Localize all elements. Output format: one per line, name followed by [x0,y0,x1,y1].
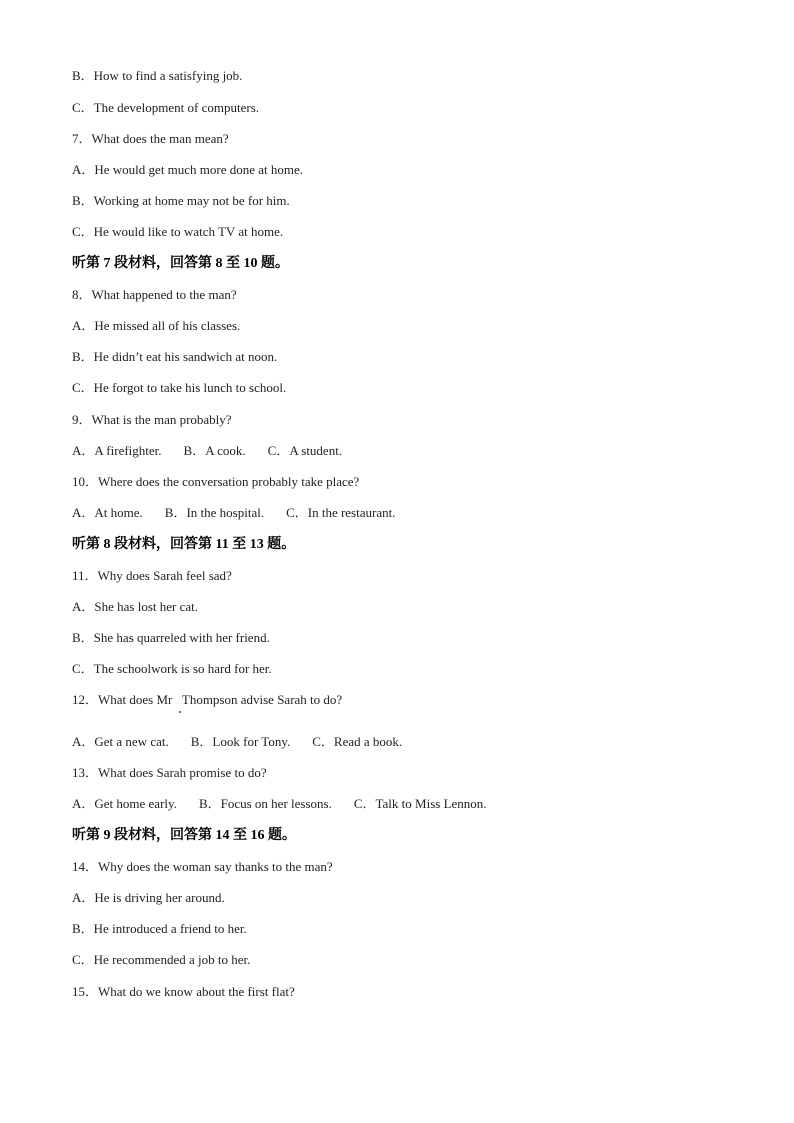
question-line: 13．What does Sarah promise to do? [72,765,267,780]
section-heading: 听第 7 段材料，回答第 8 至 10 题。 [72,256,289,271]
option-c: C．A student. [267,443,343,458]
option-line: C．The schoolwork is so hard for her. [72,661,272,676]
options-row [72,441,342,461]
option-line: A．He missed all of his classes. [72,318,241,333]
option-line: C．The development of computers. [72,100,260,115]
question-line: 11．Why does Sarah feel sad? [72,568,232,583]
option-line: C．He would like to watch TV at home. [72,224,284,239]
option-line: A．He is driving her around. [72,890,225,905]
option-a: A．Get a new cat. [72,734,169,749]
option-line: A．She has lost her cat. [72,599,199,614]
option-line: C．He recommended a job to her. [72,952,251,967]
question-line: 14．Why does the woman say thanks to the man? [72,859,333,874]
option-line: B．How to find a satisfying job. [72,68,243,83]
question-line: 9．What is the man probably? [72,412,232,427]
section-heading: 听第 8 段材料，回答第 11 至 13 题。 [72,537,296,552]
question-line: 7．What does the man mean? [72,131,229,146]
option-line: B．He didn’t eat his sandwich at noon. [72,349,278,364]
question-line: 12．What does Mr Thompson advise Sarah to do? [72,692,343,707]
section-heading: 听第 9 段材料，回答第 14 至 16 题。 [72,828,296,843]
option-b: B．A cook. [183,443,246,458]
question-line: 15．What do we know about the first flat? [72,984,295,999]
option-a: A．Get home early. [72,796,177,811]
options-row [72,732,402,752]
option-line: A．He would get much more done at home. [72,162,304,177]
option-b: B．In the hospital. [164,505,265,520]
option-line: B．Working at home may not be for him. [72,193,290,208]
question-line: 10．Where does the conversation probably take place? [72,474,360,489]
option-line: B．He introduced a friend to her. [72,921,247,936]
option-line: C．He forgot to take his lunch to school. [72,380,287,395]
options-row [72,794,487,814]
option-b: B．Look for Tony. [190,734,291,749]
question-line: 8．What happened to the man? [72,287,237,302]
options-row [72,503,395,523]
option-b: B．Focus on her lessons. [198,796,332,811]
option-c: C．In the restaurant. [286,505,396,520]
option-line: B．She has quarreled with her friend. [72,630,270,645]
option-c: C．Talk to Miss Lennon. [353,796,487,811]
option-a: A．A firefighter. [72,443,162,458]
stray-dot [179,711,181,713]
option-c: C．Read a book. [312,734,403,749]
option-a: A．At home. [72,505,143,520]
